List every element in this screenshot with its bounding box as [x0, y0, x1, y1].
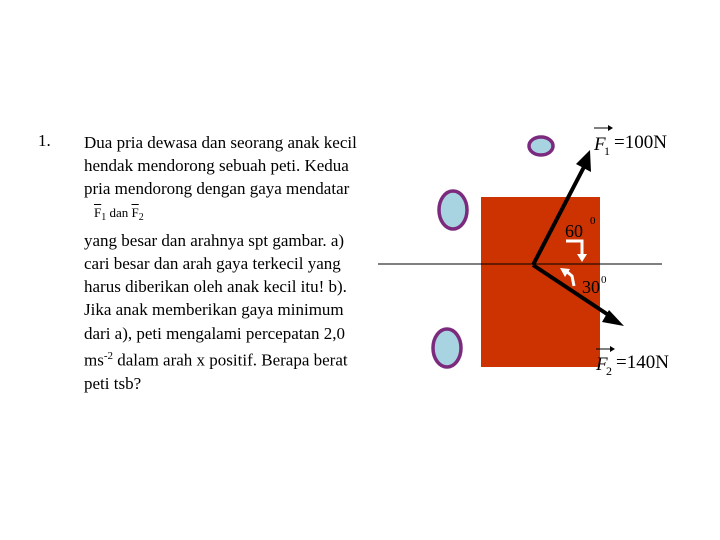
f2-value: =140N — [616, 352, 669, 373]
angle-30-label: 30 — [582, 277, 600, 297]
problem-number: 1. — [38, 131, 51, 150]
angle-60-degree: 0 — [590, 215, 596, 227]
problem-line-2: yang besar dan arahnya spt gambar. a) cari besar dan arah gaya terkecil yang harus diberikan oleh anak kecil itu! b). Jika anak memberikan gaya minimum dari a), peti mengalami percepatan 2,0 $ms^{-2}$ dalam arah x positif. Berapa berat peti tsb? — [84, 230, 348, 393]
f1-symbol: F — [594, 134, 606, 155]
child-circle — [529, 137, 553, 155]
f2-subscript: 2 — [606, 364, 612, 378]
man-circle-bottom — [433, 329, 461, 367]
f2-overbar-arrow — [610, 346, 615, 352]
inline-force-symbols: $\overline{F}_1$ dan $\overline{F}_2$ — [94, 204, 144, 223]
man-circle-top — [439, 191, 467, 229]
angle-60-label: 60 — [565, 221, 583, 241]
f2-symbol: F — [596, 354, 608, 375]
angle-30-degree: 0 — [601, 274, 607, 286]
problem-intro: Dua pria dewasa dan seorang anak kecil hendak mendorong sebuah peti. Kedua pria mendorong dengan gaya mendatar — [84, 133, 357, 199]
f1-overbar-arrow — [608, 125, 613, 131]
f1-subscript: 1 — [604, 144, 610, 158]
f1-value: =100N — [614, 132, 667, 153]
